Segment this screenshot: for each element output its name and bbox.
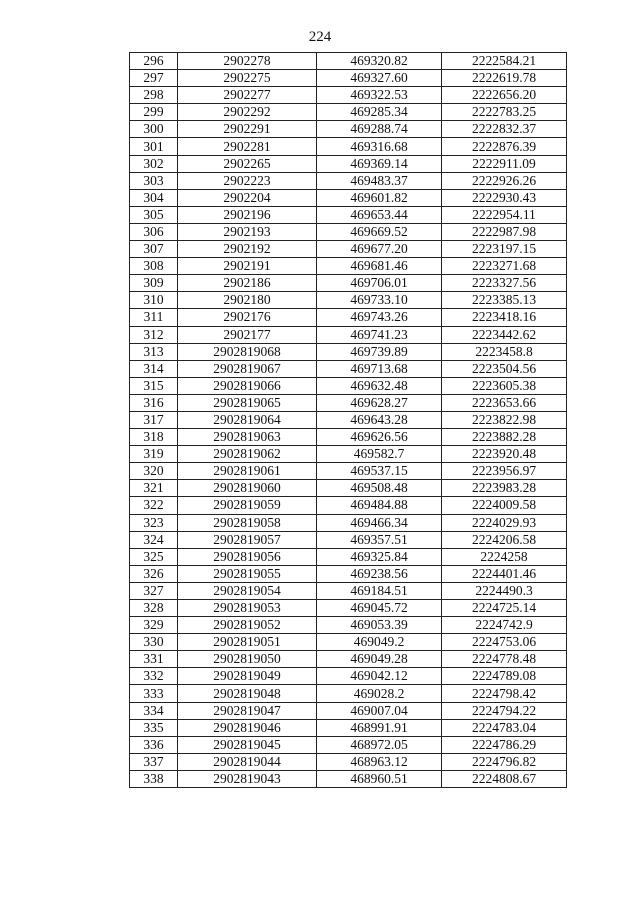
y-coordinate-cell: 2224490.3 xyxy=(442,582,567,599)
point-number-cell: 324 xyxy=(130,531,178,548)
x-coordinate-cell: 469322.53 xyxy=(317,87,442,104)
table-row xyxy=(130,241,567,258)
y-coordinate-cell: 2223822.98 xyxy=(442,411,567,428)
y-coordinate-cell: 2224258 xyxy=(442,548,567,565)
x-coordinate-cell: 469327.60 xyxy=(317,70,442,87)
x-coordinate-cell: 468991.91 xyxy=(317,719,442,736)
point-id-cell: 2902819051 xyxy=(178,634,317,651)
x-coordinate-cell: 469628.27 xyxy=(317,394,442,411)
y-coordinate-cell: 2224009.58 xyxy=(442,497,567,514)
x-coordinate-cell: 469042.12 xyxy=(317,668,442,685)
point-id-cell: 2902292 xyxy=(178,104,317,121)
table-row xyxy=(130,514,567,531)
x-coordinate-cell: 469677.20 xyxy=(317,241,442,258)
point-number-cell: 306 xyxy=(130,223,178,240)
table-row xyxy=(130,309,567,326)
y-coordinate-cell: 2224725.14 xyxy=(442,600,567,617)
point-number-cell: 311 xyxy=(130,309,178,326)
x-coordinate-cell: 469741.23 xyxy=(317,326,442,343)
point-number-cell: 319 xyxy=(130,446,178,463)
x-coordinate-cell: 469007.04 xyxy=(317,702,442,719)
x-coordinate-cell: 469706.01 xyxy=(317,275,442,292)
point-number-cell: 296 xyxy=(130,53,178,70)
x-coordinate-cell: 469045.72 xyxy=(317,600,442,617)
point-number-cell: 302 xyxy=(130,155,178,172)
y-coordinate-cell: 2223605.38 xyxy=(442,377,567,394)
coordinates-table xyxy=(129,52,567,788)
x-coordinate-cell: 469357.51 xyxy=(317,531,442,548)
y-coordinate-cell: 2224789.08 xyxy=(442,668,567,685)
x-coordinate-cell: 469681.46 xyxy=(317,258,442,275)
point-number-cell: 327 xyxy=(130,582,178,599)
x-coordinate-cell: 469733.10 xyxy=(317,292,442,309)
point-id-cell: 2902819054 xyxy=(178,582,317,599)
table-row xyxy=(130,719,567,736)
table-row xyxy=(130,753,567,770)
point-number-cell: 328 xyxy=(130,600,178,617)
y-coordinate-cell: 2223385.13 xyxy=(442,292,567,309)
y-coordinate-cell: 2224778.48 xyxy=(442,651,567,668)
table-row xyxy=(130,206,567,223)
table-row xyxy=(130,685,567,702)
point-number-cell: 305 xyxy=(130,206,178,223)
x-coordinate-cell: 469049.28 xyxy=(317,651,442,668)
y-coordinate-cell: 2224796.82 xyxy=(442,753,567,770)
point-number-cell: 325 xyxy=(130,548,178,565)
y-coordinate-cell: 2224753.06 xyxy=(442,634,567,651)
y-coordinate-cell: 2224742.9 xyxy=(442,617,567,634)
point-id-cell: 2902819057 xyxy=(178,531,317,548)
point-number-cell: 298 xyxy=(130,87,178,104)
point-id-cell: 2902191 xyxy=(178,258,317,275)
point-number-cell: 304 xyxy=(130,189,178,206)
point-number-cell: 333 xyxy=(130,685,178,702)
y-coordinate-cell: 2223197.15 xyxy=(442,241,567,258)
table-row xyxy=(130,343,567,360)
table-row xyxy=(130,223,567,240)
y-coordinate-cell: 2222911.09 xyxy=(442,155,567,172)
point-id-cell: 2902819066 xyxy=(178,377,317,394)
table-row xyxy=(130,53,567,70)
table-row xyxy=(130,121,567,138)
point-number-cell: 297 xyxy=(130,70,178,87)
y-coordinate-cell: 2223327.56 xyxy=(442,275,567,292)
x-coordinate-cell: 469238.56 xyxy=(317,565,442,582)
table-row xyxy=(130,600,567,617)
point-id-cell: 2902819059 xyxy=(178,497,317,514)
x-coordinate-cell: 469184.51 xyxy=(317,582,442,599)
point-id-cell: 2902291 xyxy=(178,121,317,138)
x-coordinate-cell: 469483.37 xyxy=(317,172,442,189)
point-number-cell: 321 xyxy=(130,480,178,497)
point-number-cell: 309 xyxy=(130,275,178,292)
point-number-cell: 332 xyxy=(130,668,178,685)
point-id-cell: 2902819061 xyxy=(178,463,317,480)
point-number-cell: 329 xyxy=(130,617,178,634)
point-id-cell: 2902819053 xyxy=(178,600,317,617)
point-id-cell: 2902193 xyxy=(178,223,317,240)
point-id-cell: 2902819065 xyxy=(178,394,317,411)
point-id-cell: 2902177 xyxy=(178,326,317,343)
x-coordinate-cell: 469582.7 xyxy=(317,446,442,463)
y-coordinate-cell: 2223442.62 xyxy=(442,326,567,343)
y-coordinate-cell: 2222832.37 xyxy=(442,121,567,138)
point-id-cell: 2902192 xyxy=(178,241,317,258)
point-id-cell: 2902281 xyxy=(178,138,317,155)
x-coordinate-cell: 469669.52 xyxy=(317,223,442,240)
table-row xyxy=(130,411,567,428)
point-id-cell: 2902223 xyxy=(178,172,317,189)
x-coordinate-cell: 469743.26 xyxy=(317,309,442,326)
point-id-cell: 2902819062 xyxy=(178,446,317,463)
y-coordinate-cell: 2222954.11 xyxy=(442,206,567,223)
x-coordinate-cell: 469632.48 xyxy=(317,377,442,394)
coordinates-table-body xyxy=(130,53,567,788)
point-id-cell: 2902819043 xyxy=(178,770,317,787)
point-id-cell: 2902196 xyxy=(178,206,317,223)
y-coordinate-cell: 2222783.25 xyxy=(442,104,567,121)
table-row xyxy=(130,104,567,121)
x-coordinate-cell: 469484.88 xyxy=(317,497,442,514)
point-id-cell: 2902819055 xyxy=(178,565,317,582)
x-coordinate-cell: 469053.39 xyxy=(317,617,442,634)
point-number-cell: 317 xyxy=(130,411,178,428)
point-number-cell: 307 xyxy=(130,241,178,258)
point-id-cell: 2902819064 xyxy=(178,411,317,428)
table-row xyxy=(130,292,567,309)
y-coordinate-cell: 2224029.93 xyxy=(442,514,567,531)
point-number-cell: 322 xyxy=(130,497,178,514)
x-coordinate-cell: 469028.2 xyxy=(317,685,442,702)
point-id-cell: 2902819047 xyxy=(178,702,317,719)
point-id-cell: 2902278 xyxy=(178,53,317,70)
point-number-cell: 314 xyxy=(130,360,178,377)
x-coordinate-cell: 469653.44 xyxy=(317,206,442,223)
y-coordinate-cell: 2224206.58 xyxy=(442,531,567,548)
point-id-cell: 2902275 xyxy=(178,70,317,87)
point-number-cell: 334 xyxy=(130,702,178,719)
x-coordinate-cell: 469369.14 xyxy=(317,155,442,172)
point-id-cell: 2902265 xyxy=(178,155,317,172)
point-id-cell: 2902819046 xyxy=(178,719,317,736)
point-number-cell: 313 xyxy=(130,343,178,360)
x-coordinate-cell: 469316.68 xyxy=(317,138,442,155)
table-row xyxy=(130,531,567,548)
y-coordinate-cell: 2223983.28 xyxy=(442,480,567,497)
x-coordinate-cell: 469508.48 xyxy=(317,480,442,497)
point-id-cell: 2902819044 xyxy=(178,753,317,770)
point-id-cell: 2902186 xyxy=(178,275,317,292)
point-number-cell: 301 xyxy=(130,138,178,155)
point-number-cell: 312 xyxy=(130,326,178,343)
table-row xyxy=(130,480,567,497)
point-number-cell: 323 xyxy=(130,514,178,531)
point-id-cell: 2902819052 xyxy=(178,617,317,634)
table-row xyxy=(130,377,567,394)
point-number-cell: 335 xyxy=(130,719,178,736)
y-coordinate-cell: 2224808.67 xyxy=(442,770,567,787)
y-coordinate-cell: 2222656.20 xyxy=(442,87,567,104)
y-coordinate-cell: 2222876.39 xyxy=(442,138,567,155)
y-coordinate-cell: 2222584.21 xyxy=(442,53,567,70)
x-coordinate-cell: 469626.56 xyxy=(317,429,442,446)
y-coordinate-cell: 2223504.56 xyxy=(442,360,567,377)
x-coordinate-cell: 469537.15 xyxy=(317,463,442,480)
y-coordinate-cell: 2222619.78 xyxy=(442,70,567,87)
table-row xyxy=(130,429,567,446)
x-coordinate-cell: 469285.34 xyxy=(317,104,442,121)
point-number-cell: 330 xyxy=(130,634,178,651)
table-row xyxy=(130,463,567,480)
point-id-cell: 2902819050 xyxy=(178,651,317,668)
table-row xyxy=(130,548,567,565)
point-number-cell: 310 xyxy=(130,292,178,309)
table-row xyxy=(130,582,567,599)
y-coordinate-cell: 2223653.66 xyxy=(442,394,567,411)
table-row xyxy=(130,651,567,668)
x-coordinate-cell: 469320.82 xyxy=(317,53,442,70)
point-id-cell: 2902180 xyxy=(178,292,317,309)
point-number-cell: 315 xyxy=(130,377,178,394)
table-row xyxy=(130,617,567,634)
x-coordinate-cell: 469049.2 xyxy=(317,634,442,651)
y-coordinate-cell: 2223458.8 xyxy=(442,343,567,360)
table-row xyxy=(130,360,567,377)
point-id-cell: 2902819068 xyxy=(178,343,317,360)
x-coordinate-cell: 469643.28 xyxy=(317,411,442,428)
point-id-cell: 2902819060 xyxy=(178,480,317,497)
point-number-cell: 308 xyxy=(130,258,178,275)
point-id-cell: 2902819056 xyxy=(178,548,317,565)
table-row xyxy=(130,138,567,155)
y-coordinate-cell: 2223956.97 xyxy=(442,463,567,480)
table-row xyxy=(130,394,567,411)
table-row xyxy=(130,172,567,189)
point-number-cell: 326 xyxy=(130,565,178,582)
y-coordinate-cell: 2224401.46 xyxy=(442,565,567,582)
x-coordinate-cell: 469713.68 xyxy=(317,360,442,377)
x-coordinate-cell: 469739.89 xyxy=(317,343,442,360)
table-row xyxy=(130,70,567,87)
table-row xyxy=(130,565,567,582)
table-row xyxy=(130,497,567,514)
point-number-cell: 316 xyxy=(130,394,178,411)
y-coordinate-cell: 2222926.26 xyxy=(442,172,567,189)
y-coordinate-cell: 2223418.16 xyxy=(442,309,567,326)
y-coordinate-cell: 2223882.28 xyxy=(442,429,567,446)
table-row xyxy=(130,634,567,651)
point-number-cell: 299 xyxy=(130,104,178,121)
point-id-cell: 2902819048 xyxy=(178,685,317,702)
point-id-cell: 2902819049 xyxy=(178,668,317,685)
table-row xyxy=(130,87,567,104)
table-row xyxy=(130,702,567,719)
y-coordinate-cell: 2224783.04 xyxy=(442,719,567,736)
table-row xyxy=(130,770,567,787)
point-number-cell: 300 xyxy=(130,121,178,138)
page-number: 224 xyxy=(308,29,332,45)
x-coordinate-cell: 468960.51 xyxy=(317,770,442,787)
point-id-cell: 2902819058 xyxy=(178,514,317,531)
y-coordinate-cell: 2224786.29 xyxy=(442,736,567,753)
table-row xyxy=(130,668,567,685)
point-id-cell: 2902204 xyxy=(178,189,317,206)
table-row xyxy=(130,446,567,463)
point-number-cell: 318 xyxy=(130,429,178,446)
point-id-cell: 2902819067 xyxy=(178,360,317,377)
table-row xyxy=(130,275,567,292)
y-coordinate-cell: 2224798.42 xyxy=(442,685,567,702)
table-row xyxy=(130,189,567,206)
coordinates-table-container xyxy=(129,52,567,788)
point-id-cell: 2902819063 xyxy=(178,429,317,446)
x-coordinate-cell: 469288.74 xyxy=(317,121,442,138)
x-coordinate-cell: 468972.05 xyxy=(317,736,442,753)
point-number-cell: 303 xyxy=(130,172,178,189)
point-id-cell: 2902819045 xyxy=(178,736,317,753)
point-number-cell: 320 xyxy=(130,463,178,480)
table-row xyxy=(130,155,567,172)
point-number-cell: 331 xyxy=(130,651,178,668)
table-row xyxy=(130,736,567,753)
x-coordinate-cell: 469466.34 xyxy=(317,514,442,531)
point-number-cell: 338 xyxy=(130,770,178,787)
x-coordinate-cell: 469325.84 xyxy=(317,548,442,565)
point-id-cell: 2902277 xyxy=(178,87,317,104)
table-row xyxy=(130,258,567,275)
y-coordinate-cell: 2222987.98 xyxy=(442,223,567,240)
y-coordinate-cell: 2224794.22 xyxy=(442,702,567,719)
point-id-cell: 2902176 xyxy=(178,309,317,326)
x-coordinate-cell: 469601.82 xyxy=(317,189,442,206)
y-coordinate-cell: 2223271.68 xyxy=(442,258,567,275)
y-coordinate-cell: 2222930.43 xyxy=(442,189,567,206)
point-number-cell: 336 xyxy=(130,736,178,753)
point-number-cell: 337 xyxy=(130,753,178,770)
y-coordinate-cell: 2223920.48 xyxy=(442,446,567,463)
table-row xyxy=(130,326,567,343)
x-coordinate-cell: 468963.12 xyxy=(317,753,442,770)
